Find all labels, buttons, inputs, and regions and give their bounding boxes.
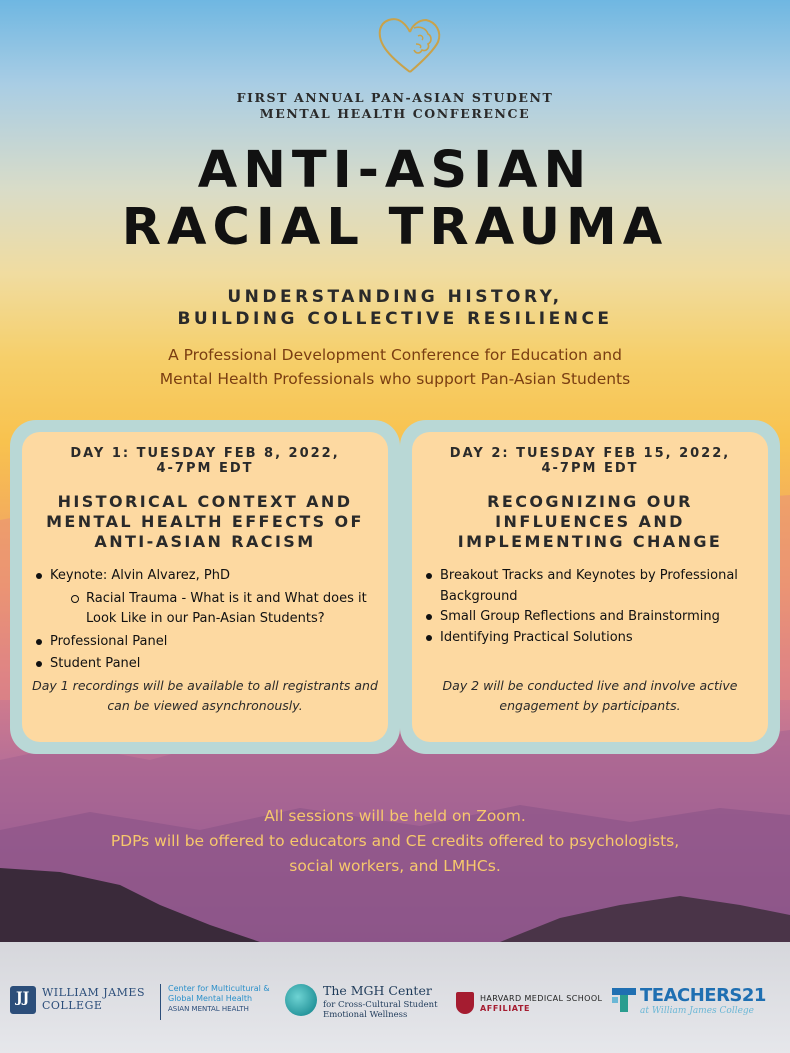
mgh-tree-icon — [285, 984, 317, 1016]
wjc-center-line1: Center for Multicultural & — [168, 984, 270, 993]
mgh-name: The MGH Center — [323, 983, 432, 998]
list-item: Breakout Tracks and Keynotes by Professional Background — [422, 566, 758, 607]
mgh-subtitle — [323, 1000, 453, 1020]
conference-name-line1: FIRST ANNUAL PAN-ASIAN STUDENT — [236, 90, 554, 105]
day1-title-line2: MENTAL HEALTH EFFECTS OF — [46, 512, 364, 531]
day1-title-line3: ANTI-ASIAN RACISM — [94, 532, 316, 551]
day2-date — [422, 446, 758, 476]
title-line2: RACIAL TRAUMA — [121, 198, 669, 257]
mgh-sub-line2: Emotional Wellness — [323, 1010, 408, 1020]
list-item: Small Group Reflections and Brainstorming — [422, 607, 758, 628]
hms-affiliate: AFFILIATE — [480, 1004, 531, 1013]
wjc-center-name — [168, 984, 288, 1014]
divider — [160, 984, 161, 1020]
teachers21-name: TEACHERS21 — [640, 985, 766, 1006]
day1-date-line2: 4-7PM EDT — [156, 461, 254, 476]
tagline-line1: A Professional Development Conference for Education and — [168, 346, 622, 364]
sponsor-bar — [0, 942, 790, 1053]
heart-brain-icon — [376, 14, 444, 76]
hms-name: HARVARD MEDICAL SCHOOL — [480, 994, 603, 1003]
day1-date — [32, 446, 378, 476]
page-title — [0, 142, 790, 256]
list-item: Professional Panel — [32, 632, 378, 653]
session-info-line3: social workers, and LMHCs. — [289, 857, 501, 875]
day2-card-inner — [412, 432, 768, 742]
day2-session-title — [422, 492, 758, 552]
teachers21-mark-icon — [612, 988, 636, 1012]
day1-agenda-list — [32, 566, 378, 675]
session-info — [0, 804, 790, 879]
conference-name-line2: MENTAL HEALTH CONFERENCE — [259, 106, 531, 121]
list-item: Racial Trauma - What is it and What does it Look Like in our Pan-Asian Students? — [32, 589, 378, 630]
subtitle-line1: UNDERSTANDING HISTORY, — [227, 287, 563, 307]
subtitle-line2: BUILDING COLLECTIVE RESILIENCE — [177, 309, 613, 329]
tagline-line2: Mental Health Professionals who support Pan-Asian Students — [159, 370, 631, 388]
wjc-line1: WILLIAM JAMES — [42, 986, 145, 999]
wjc-line2: COLLEGE — [42, 999, 103, 1012]
mgh-sub-line1: for Cross-Cultural Student — [323, 1000, 438, 1010]
list-item: Identifying Practical Solutions — [422, 628, 758, 649]
day1-card — [10, 420, 400, 754]
conference-name — [0, 90, 790, 122]
day2-card — [400, 420, 780, 754]
day1-card-inner — [22, 432, 388, 742]
day1-session-title — [32, 492, 378, 552]
day2-date-line1: DAY 2: TUESDAY FEB 15, 2022, — [449, 446, 731, 461]
list-item: Keynote: Alvin Alvarez, PhD — [32, 566, 378, 587]
day2-note: Day 2 will be conducted live and involve active engagement by participants. — [442, 678, 738, 713]
list-item: Student Panel — [32, 654, 378, 675]
day2-title-line2: INFLUENCES AND — [495, 512, 685, 531]
wjc-mark-text: JJ — [16, 990, 30, 1006]
day1-title-line1: HISTORICAL CONTEXT AND — [57, 492, 353, 511]
wjc-center-line2: Global Mental Health — [168, 994, 253, 1003]
teachers21-subtitle: at William James College — [640, 1006, 754, 1016]
day2-agenda-list — [422, 566, 758, 648]
day2-title-line1: RECOGNIZING OUR — [487, 492, 693, 511]
day2-date-line2: 4-7PM EDT — [541, 461, 639, 476]
tagline — [0, 343, 790, 391]
wjc-center-line3: ASIAN MENTAL HEALTH — [168, 1005, 249, 1013]
page-subtitle — [0, 286, 790, 330]
day1-note: Day 1 recordings will be available to all registrants and can be viewed asynchronously. — [32, 678, 378, 713]
day2-title-line3: IMPLEMENTING CHANGE — [457, 532, 723, 551]
wjc-shield-icon — [10, 986, 36, 1014]
session-info-line2: PDPs will be offered to educators and CE credits offered to psychologists, — [110, 832, 680, 850]
harvard-shield-icon — [456, 992, 474, 1014]
title-line1: ANTI-ASIAN — [197, 141, 593, 200]
session-info-line1: All sessions will be held on Zoom. — [264, 807, 526, 825]
wjc-name — [42, 986, 162, 1012]
day1-date-line1: DAY 1: TUESDAY FEB 8, 2022, — [70, 446, 340, 461]
